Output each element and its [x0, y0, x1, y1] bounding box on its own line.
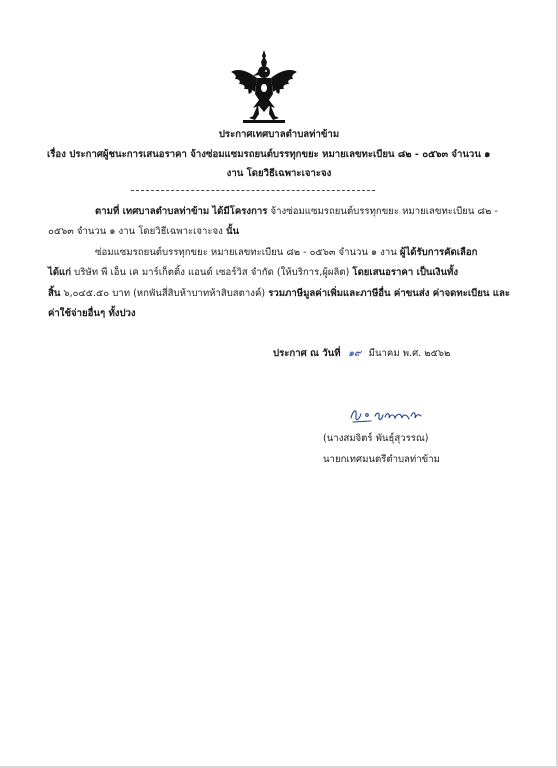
p2-price-label: โดยเสนอราคา เป็นเงินทั้ง [352, 267, 459, 278]
subject-line-1 [47, 148, 490, 162]
subject-label: เรื่อง [47, 149, 66, 160]
paragraph-2-line-2 [48, 266, 458, 280]
p1-intro: ตามที่ เทศบาลตำบลท่าข้าม [95, 206, 210, 217]
p1-end: นั้น [225, 226, 240, 237]
signer-name: (นางสมจิตร์ พันธุ์สุวรรณ) [323, 433, 429, 444]
p2-total-label: สิ้น [48, 288, 61, 299]
announce-date [273, 347, 450, 361]
paragraph-1-line-1 [95, 205, 498, 219]
garuda-emblem-icon [229, 48, 299, 124]
paragraph-1-line-2 [48, 225, 239, 239]
subject-text-1: ประกาศผู้ชนะการเสนอราคา จ้างซ่อมแซมรถยนต์บรรทุกขยะ หมายเลขทะเบียน ๘๒ - ๐๕๖๓ จำนวน ๑ [69, 149, 491, 160]
signer-position: นายกเทศมนตรีตำบลท่าข้าม [323, 454, 440, 465]
p2-tax-note: รวมภาษีมูลค่าเพิ่มและภาษีอื่น ค่าขนส่ง ค่าจดทะเบียน และ [268, 288, 510, 299]
p1-project-text-2: ๐๕๖๓ จำนวน ๑ งาน โดยวิธีเฉพาะเจาะจง [48, 226, 223, 237]
announce-month-year: มีนาคม พ.ศ. ๒๕๖๒ [368, 348, 451, 359]
paragraph-2-line-4: ค่าใช้จ่ายอื่นๆ ทั้งปวง [48, 308, 136, 319]
p1-project-text: จ้างซ่อมแซมรถยนต์บรรทุกขยะ หมายเลขทะเบียน ๘๒ - [270, 206, 498, 217]
header-divider [131, 190, 375, 191]
p2-winner-name: บริษัท พี เอ็น เค มาร์เก็ตติ้ง แอนด์ เซอร์วิส จำกัด (ให้บริการ,ผู้ผลิต) [74, 267, 350, 278]
p1-project-label: ได้มีโครงการ [212, 206, 268, 217]
p2-selected-label: ผู้ได้รับการคัดเลือก [399, 247, 478, 258]
p2-work-text: ซ่อมแซมรถยนต์บรรทุกขยะ หมายเลขทะเบียน ๘๒ - ๐๕๖๓ จำนวน ๑ งาน [95, 247, 397, 258]
subject-line-2: งาน โดยวิธีเฉพาะเจาะจง [226, 168, 332, 179]
issuer-title: ประกาศเทศบาลตำบลท่าข้าม [218, 129, 340, 140]
announce-day: ๑๙ [348, 348, 362, 359]
p2-winner-label: ได้แก่ [48, 267, 72, 278]
signature-icon [345, 402, 425, 428]
paragraph-2-line-1 [95, 246, 478, 260]
p2-amount: ๖,๐๔๕.๕๐ บาท (หกพันสี่สิบห้าบาทห้าสิบสตางค์) [63, 288, 266, 299]
announce-prefix: ประกาศ ณ วันที่ [273, 348, 341, 359]
paragraph-2-line-3 [48, 287, 510, 301]
